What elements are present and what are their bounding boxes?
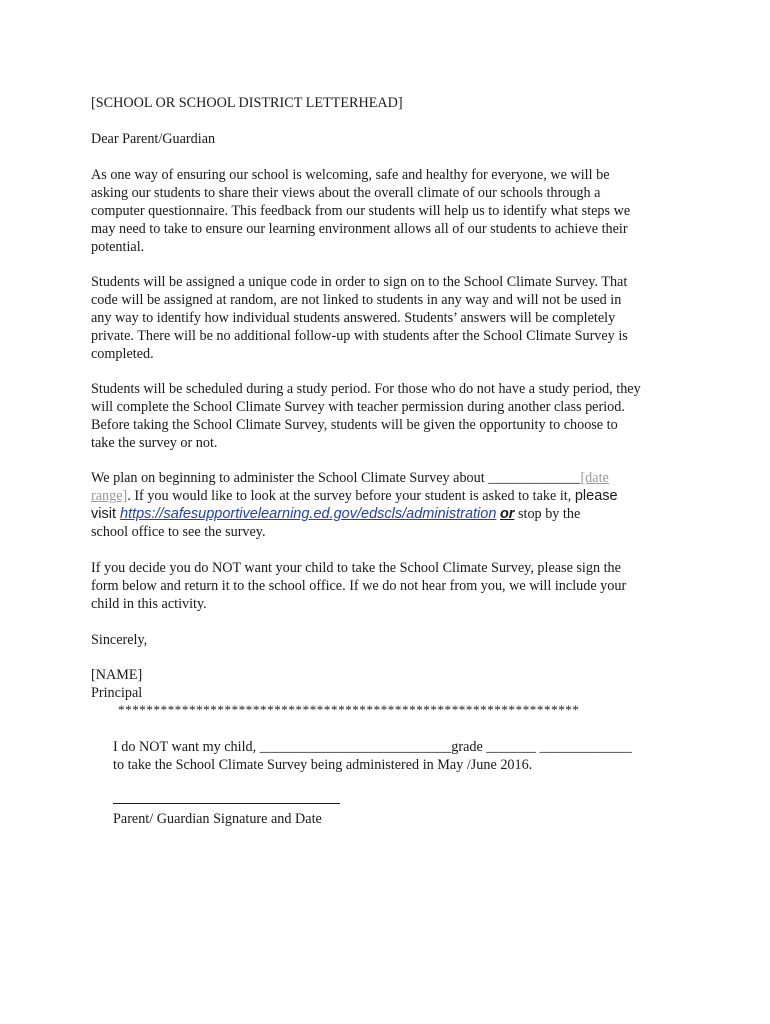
signature-line [113,803,340,804]
paragraph-line: form below and return it to the school office. If we do not hear from you, we will include your [91,578,627,594]
paragraph-line: computer questionnaire. This feedback from our students will help us to identify what steps we [91,203,631,219]
opt-out-line-child: I do NOT want my child, ___________________________grade _______ _____________ [113,739,632,755]
paragraph-line: may need to take to ensure our learning environment allows all of our students to achieve their [91,221,628,237]
salutation [91,130,691,148]
signature-caption [113,810,713,828]
paragraph-privacy [91,273,691,363]
letterhead-placeholder [91,94,691,112]
paragraph-line: completed. [91,346,154,362]
paragraph-line: take the survey or not. [91,435,218,451]
closing [91,631,691,649]
paragraph-line: private. There will be no additional follow-up with students after the School Climate Survey is [91,328,628,344]
letterhead-text: [SCHOOL OR SCHOOL DISTRICT LETTERHEAD] [91,95,403,111]
signature-block [91,666,691,702]
paragraph-line: If you decide you do NOT want your child to take the School Climate Survey, please sign the [91,560,621,576]
paragraph-line [91,487,691,505]
paragraph-line: asking our students to share their views about the overall climate of our schools through a [91,185,601,201]
signer-name: [NAME] [91,667,143,683]
paragraph-line: Students will be scheduled during a study period. For those who do not have a study period, they [91,381,641,397]
paragraph-line [91,469,691,487]
paragraph-scheduling [91,380,691,452]
opt-out-line-survey: to take the School Climate Survey being administered in May /June 2016. [113,757,533,773]
signer-title: Principal [91,685,143,701]
separator-line: ***************************************************************** [118,702,580,717]
date-range-placeholder: [date [580,470,609,486]
schedule-text: We plan on beginning to administer the School Climate Survey about _____________ [91,470,581,486]
paragraph-opt-out [91,559,691,613]
paragraph-line [91,505,691,523]
survey-administration-link[interactable]: https://safesupportivelearning.ed.gov/edscls/administration [120,506,497,522]
paragraph-line: potential. [91,239,145,255]
preview-text: . If you would like to look at the survey before your student is asked to take it, [127,488,575,504]
salutation-text: Dear Parent/Guardian [91,131,216,147]
date-range-placeholder-end: range] [91,488,128,504]
paragraph-line: child in this activity. [91,596,207,612]
paragraph-intro [91,166,691,256]
paragraph-line: Students will be assigned a unique code in order to sign on to the School Climate Survey. That [91,274,628,290]
stop-by-text: stop by the [514,506,581,522]
opt-out-form [113,738,713,774]
paragraph-line: any way to identify how individual students answered. Students’ answers will be completely [91,310,616,326]
paragraph-line: will complete the School Climate Survey with teacher permission during another class period. [91,399,625,415]
please-text: please [574,488,618,504]
paragraph-schedule-survey [91,469,691,541]
or-text: or [499,506,515,522]
paragraph-line: code will be assigned at random, are not linked to students in any way and will not be used in [91,292,622,308]
closing-text: Sincerely, [91,632,148,648]
paragraph-line: Before taking the School Climate Survey, students will be given the opportunity to choose to [91,417,618,433]
paragraph-line: school office to see the survey. [91,524,266,540]
signature-caption-text: Parent/ Guardian Signature and Date [113,811,322,827]
visit-text: visit [91,506,120,522]
paragraph-line: As one way of ensuring our school is welcoming, safe and healthy for everyone, we will be [91,167,610,183]
